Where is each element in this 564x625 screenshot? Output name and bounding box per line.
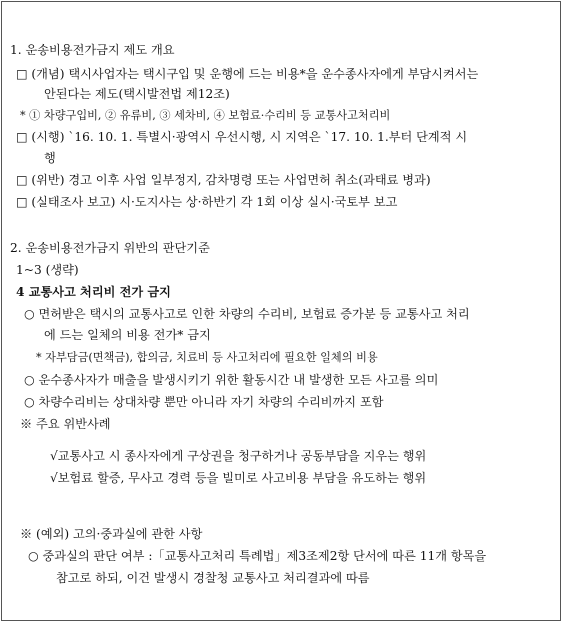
bullet-repair: ○ 차량수리비는 상대차량 뿐만 아니라 자기 차량의 수리비까지 포함 [24,395,384,409]
section1-title: 1. 운송비용전가금지 제도 개요 [10,43,175,57]
violation-case-1: √교통사고 시 종사자에게 구상권을 청구하거나 공동부담을 지우는 행위 [50,449,427,463]
violation-case-2: √보험료 할증, 무사고 경력 등을 빌미로 사고비용 부담을 유도하는 행위 [50,471,427,485]
bullet-line1: ○ 면허받은 택시의 교통사고로 인한 차량의 수리비, 보험료 증가분 등 교통사고 처리 [24,307,470,321]
concept-footnote: * ① 차량구입비, ② 유류비, ③ 세차비, ④ 보험료·수리비 등 교통사고처리비 [20,109,391,122]
survey-item: □ (실태조사 보고) 시·도지사는 상·하반기 각 1회 이상 실시·국토부 보고 [16,195,398,209]
section2-title: 2. 운송비용전가금지 위반의 판단기준 [10,241,210,255]
omitted-items: 1~3 (생략) [16,263,79,277]
enforcement-item-line1: □ (시행) `16. 10. 1. 특별시·광역시 우선시행, 시 지역은 `17. 10. 1.부터 단계적 시 [16,130,468,144]
exception-line1: ○ 중과실의 판단 여부 :「교통사고처리 특례법」제3조제2항 단서에 따른 11개 항목을 [28,549,487,563]
concept-item-line2: 안된다는 제도(택시발전법 제12조) [44,87,230,101]
violations-title: ※ 주요 위반사례 [20,417,111,431]
bullet-scope: ○ 운수종사자가 매출을 발생시키기 위한 활동시간 내 발생한 모든 사고를 의미 [24,373,439,387]
bullet-line2: 에 드는 일체의 비용 전가* 금지 [44,328,211,342]
concept-item-line1: □ (개념) 택시사업자는 택시구입 및 운행에 드는 비용*을 운수종사자에게 부담시켜서는 [16,67,479,81]
enforcement-item-line2: 행 [44,151,56,165]
item4-title: 4 교통사고 처리비 전가 금지 [16,285,171,299]
exception-line2: 참고로 하되, 이건 발생시 경찰청 교통사고 처리결과에 따름 [56,571,370,585]
violation-item: □ (위반) 경고 이후 사업 일부정지, 감차명령 또는 사업면허 취소(과태료 병과) [16,173,431,187]
document-page [1,1,561,621]
bullet-footnote: * 자부담금(면책금), 합의금, 치료비 등 사고처리에 필요한 일체의 비용 [36,351,378,364]
exception-title: ※ (예외) 고의·중과실에 관한 사항 [20,527,203,541]
